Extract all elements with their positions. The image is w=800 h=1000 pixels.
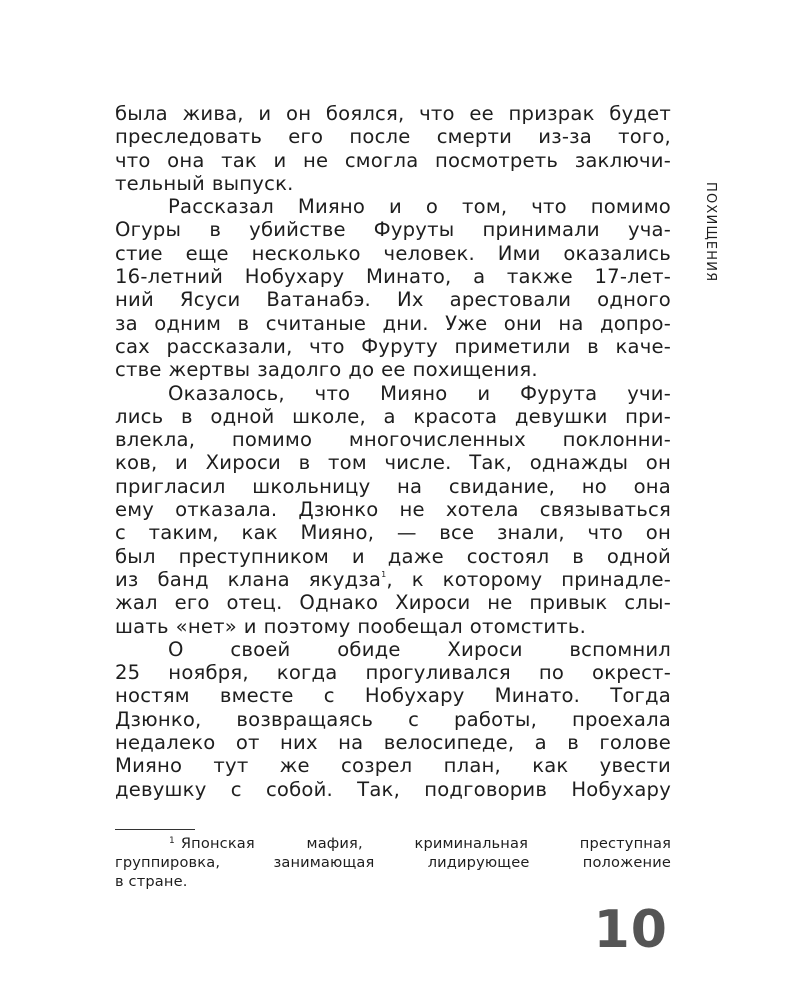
body-text	[115, 102, 671, 801]
body-line: девушку с собой. Так, подговорив Нобухару	[115, 777, 671, 801]
footnote-marker: 1	[169, 836, 175, 846]
body-line: стие еще несколько человек. Ими оказались	[115, 241, 671, 265]
footnote	[115, 834, 671, 891]
body-line: 16-летний Нобухару Минато, а также 17-лет-	[115, 265, 671, 289]
body-line: с таким, как Мияно, — все знали, что он	[115, 521, 671, 545]
body-line: стве жертвы задолго до ее похищения.	[115, 358, 538, 382]
page-number: 10	[593, 900, 668, 960]
footnote-line: в стране.	[115, 873, 188, 890]
body-line: сах рассказали, что Фуруту приметили в каче-	[115, 334, 671, 358]
paragraph-first-line: О своей обиде Хироси вспомнил	[168, 637, 671, 661]
body-line: пригласил школьницу на свидание, но она	[115, 474, 671, 498]
body-line-part: , к которому принадле-	[386, 567, 671, 591]
body-line: за одним в считаные дни. Уже они на допро-	[115, 311, 671, 335]
footnote-line: группировка, занимающая лидирующее положение	[115, 854, 671, 871]
body-line: недалеко от них на велосипеде, а в голове	[115, 731, 671, 755]
body-line: тельный выпуск.	[115, 171, 294, 195]
body-line: Дзюнко, возвращаясь с работы, проехала	[115, 707, 671, 731]
body-line-with-footnote-ref	[115, 568, 671, 591]
footnote-line	[115, 834, 671, 853]
body-line: что она так и не смогла посмотреть заключи-	[115, 148, 671, 172]
body-line: была жива, и он боялся, что ее призрак будет	[115, 102, 671, 125]
body-line: ков, и Хироси в том числе. Так, однажды он	[115, 451, 671, 475]
body-line: ний Ясуси Ватанабэ. Их арестовали одного	[115, 288, 671, 312]
body-line: был преступником и даже состоял в одной	[115, 544, 671, 568]
body-line: шать «нет» и поэтому пообещал отомстить.	[115, 614, 587, 638]
body-line: преследовать его после смерти из-за того,	[115, 125, 671, 149]
body-line: Мияно тут же созрел план, как увести	[115, 754, 671, 778]
body-line: ему отказала. Дзюнко не хотела связываться	[115, 498, 671, 522]
footnote-reference: 1	[381, 569, 387, 579]
footnote-divider	[115, 829, 195, 830]
footnote-line-text: Японская мафия, криминальная преступная	[180, 835, 671, 852]
body-line: ностям вместе с Нобухару Минато. Тогда	[115, 684, 671, 708]
body-line: Огуры в убийстве Фуруты принимали уча-	[115, 218, 671, 242]
paragraph-first-line: Оказалось, что Мияно и Фурута учи-	[168, 381, 671, 405]
body-line: 25 ноября, когда прогуливался по окрест-	[115, 661, 671, 685]
body-line: влекла, помимо многочисленных поклонни-	[115, 428, 671, 452]
body-line: лись в одной школе, а красота девушки при-	[115, 404, 671, 428]
running-head: ПОХИЩЕНИЯ	[703, 182, 718, 283]
body-line: жал его отец. Однако Хироси не привык слы-	[115, 591, 671, 615]
paragraph-first-line: Рассказал Мияно и о том, что помимо	[168, 195, 671, 219]
body-line-part: из банд клана якудза	[115, 567, 382, 591]
